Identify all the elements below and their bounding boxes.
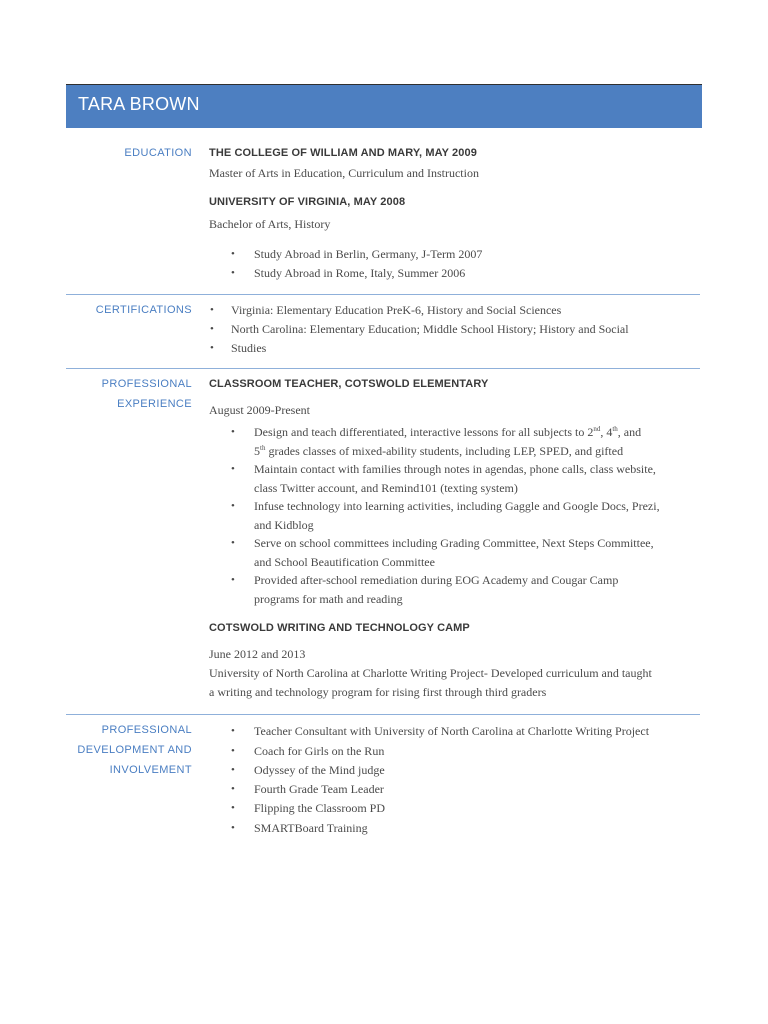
section-label-development-line1: PROFESSIONAL xyxy=(101,724,192,736)
bullet-text: grades classes of mixed-ability students, including LEP, SPED, and gifted xyxy=(265,443,624,458)
section-label-education: EDUCATION xyxy=(124,147,192,159)
list-item xyxy=(254,571,704,608)
section-divider xyxy=(66,714,700,715)
bullet-text: , and xyxy=(617,425,642,439)
list-item: • Teacher Consultant with University of North Carolina at Charlotte Writing Project xyxy=(254,722,704,741)
section-divider xyxy=(66,368,700,369)
degree-text: Master of Arts in Education, Curriculum and Instruction xyxy=(209,166,479,180)
list-item: • Study Abroad in Rome, Italy, Summer 2006 xyxy=(254,264,704,283)
list-item: • Odyssey of the Mind judge xyxy=(254,761,704,780)
bullet-text: Maintain contact with families through notes in agendas, phone calls, class website, xyxy=(254,462,656,476)
superscript: th xyxy=(260,443,266,452)
list-item-continuation xyxy=(231,339,671,358)
bullet-text: Provided after-school remediation during EOG Academy and Cougar Camp xyxy=(254,573,619,587)
list-item: • Coach for Girls on the Run xyxy=(254,742,704,761)
job-title: CLASSROOM TEACHER, COTSWOLD ELEMENTARY xyxy=(209,378,489,390)
section-label-development-line2: DEVELOPMENT AND xyxy=(77,744,192,756)
bullet-text: Infuse technology into learning activities, including Gaggle and Google Docs, Prezi, xyxy=(254,499,660,513)
bullet-text: and Kidblog xyxy=(254,517,314,532)
job-title: COTSWOLD WRITING AND TECHNOLOGY CAMP xyxy=(209,622,470,634)
section-label-experience-line2: EXPERIENCE xyxy=(117,398,192,410)
bullet-text: 5 xyxy=(254,443,260,458)
list-item xyxy=(254,497,704,534)
degree-text: Bachelor of Arts, History xyxy=(209,217,331,231)
list-item xyxy=(254,534,704,571)
list-item xyxy=(254,423,704,460)
list-item xyxy=(254,460,704,497)
job-dates: June 2012 and 2013 xyxy=(209,647,306,661)
superscript: nd xyxy=(593,425,601,433)
list-item: • North Carolina: Elementary Education; Middle School History; History and Social xyxy=(231,320,671,339)
section-label-development-line3: INVOLVEMENT xyxy=(109,764,192,776)
bullet-text: programs for math and reading xyxy=(254,591,403,606)
list-item: • SMARTBoard Training xyxy=(254,819,704,838)
superscript: th xyxy=(612,425,618,433)
bullet-text: Design and teach differentiated, interactive lessons for all subjects to 2 xyxy=(254,425,594,439)
list-item: • Fourth Grade Team Leader xyxy=(254,780,704,799)
bullet-text: and School Beautification Committee xyxy=(254,554,435,569)
job-dates: August 2009-Present xyxy=(209,403,310,417)
school-heading: THE COLLEGE OF WILLIAM AND MARY, MAY 2009 xyxy=(209,147,477,159)
bullet-text: , 4 xyxy=(600,425,613,439)
list-item: • Study Abroad in Berlin, Germany, J-Term 2007 xyxy=(254,245,704,264)
bullet-text: Serve on school committees including Grading Committee, Next Steps Committee, xyxy=(254,536,654,550)
candidate-name: TARA BROWN xyxy=(78,94,200,114)
job-description: a writing and technology program for rising first through third graders xyxy=(209,685,547,699)
job-description: University of North Carolina at Charlotte Writing Project- Developed curriculum and taught xyxy=(209,666,652,680)
list-item: • Flipping the Classroom PD xyxy=(254,799,704,818)
continuation-text: Studies xyxy=(231,341,267,355)
bullet-text: class Twitter account, and Remind101 (texting system) xyxy=(254,480,518,495)
section-label-experience-line1: PROFESSIONAL xyxy=(101,378,192,390)
section-divider xyxy=(66,294,700,295)
name-banner xyxy=(66,84,702,128)
section-label-certifications: CERTIFICATIONS xyxy=(95,304,192,316)
list-item: • Virginia: Elementary Education PreK-6, History and Social Sciences xyxy=(231,301,671,320)
school-heading: UNIVERSITY OF VIRGINIA, MAY 2008 xyxy=(209,196,406,208)
